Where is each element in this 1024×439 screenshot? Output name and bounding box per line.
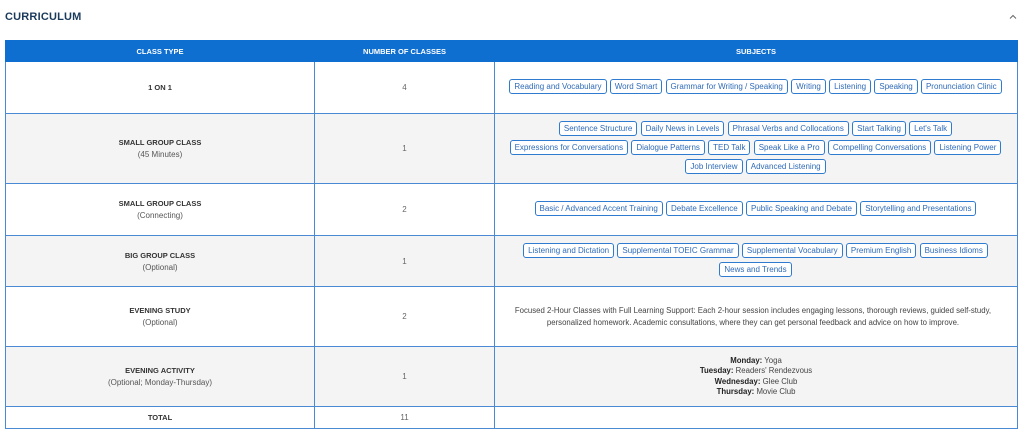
table-row <box>6 347 1018 407</box>
subjects-cell <box>495 184 1018 236</box>
table-row <box>6 184 1018 236</box>
class-type-sublabel: (Optional) <box>142 262 178 272</box>
subject-tag[interactable]: Sentence Structure <box>559 121 637 136</box>
activity-name: Glee Club <box>762 376 798 386</box>
subject-tag[interactable]: Supplemental Vocabulary <box>742 243 843 258</box>
class-count-cell <box>315 114 495 184</box>
class-count: 2 <box>402 205 407 214</box>
activity-day: Monday: <box>730 355 763 365</box>
class-count-cell <box>315 236 495 287</box>
table-total-row <box>6 407 1018 429</box>
activity-item <box>503 387 1009 398</box>
table-row <box>6 236 1018 287</box>
activity-item <box>503 356 1009 367</box>
class-type-cell <box>6 236 315 287</box>
subjects-cell <box>495 347 1018 407</box>
subject-tag[interactable]: Phrasal Verbs and Collocations <box>728 121 849 136</box>
class-type-label: BIG GROUP CLASS <box>124 250 196 260</box>
subject-tag[interactable]: Start Talking <box>852 121 906 136</box>
table-row <box>6 287 1018 347</box>
subject-tag[interactable]: Expressions for Conversations <box>510 140 629 155</box>
subjects-cell <box>495 62 1018 114</box>
class-count: 4 <box>402 83 407 92</box>
total-empty-cell <box>495 407 1018 429</box>
total-label: TOTAL <box>147 413 173 422</box>
subject-tag[interactable]: Writing <box>791 79 826 94</box>
subject-tag[interactable]: Supplemental TOEIC Grammar <box>617 243 738 258</box>
class-type-label: EVENING STUDY <box>129 306 191 315</box>
subject-tag[interactable]: Dialogue Patterns <box>631 140 705 155</box>
subject-tag[interactable]: Business Idioms <box>920 243 988 258</box>
total-label-cell <box>6 407 315 429</box>
class-type-sublabel: (Optional; Monday-Thursday) <box>107 378 213 387</box>
table-header-row <box>6 41 1018 62</box>
header-number-of-classes: NUMBER OF CLASSES <box>315 41 495 62</box>
activity-name: Yoga <box>764 355 782 365</box>
class-count-cell <box>315 287 495 347</box>
subject-tag[interactable]: Grammar for Writing / Speaking <box>666 79 788 94</box>
subject-tag[interactable]: Daily News in Levels <box>641 121 725 136</box>
class-count: 1 <box>402 372 407 381</box>
subjects-cell <box>495 236 1018 287</box>
subjects-cell <box>495 114 1018 184</box>
class-count: 1 <box>402 256 407 266</box>
subject-tag[interactable]: Reading and Vocabulary <box>509 79 606 94</box>
total-count-cell <box>315 407 495 429</box>
subject-tag[interactable]: Advanced Listening <box>746 159 826 174</box>
activity-item <box>503 366 1009 377</box>
class-type-label: SMALL GROUP CLASS <box>118 199 202 208</box>
table-row <box>6 114 1018 184</box>
class-count-cell <box>315 347 495 407</box>
activity-day: Wednesday: <box>714 376 761 386</box>
curriculum-table <box>5 40 1018 429</box>
subject-tag[interactable]: Job Interview <box>685 159 742 174</box>
section-title: CURRICULUM <box>5 11 82 23</box>
subject-tag[interactable]: Listening and Dictation <box>523 243 614 258</box>
activity-item <box>503 377 1009 388</box>
subject-tag[interactable]: Basic / Advanced Accent Training <box>535 201 663 216</box>
header-subjects: SUBJECTS <box>495 41 1018 62</box>
table-row <box>6 62 1018 114</box>
class-type-cell <box>6 114 315 184</box>
subject-tag[interactable]: Pronunciation Clinic <box>921 79 1002 94</box>
class-count: 2 <box>402 312 407 321</box>
class-count-cell <box>315 62 495 114</box>
activity-name: Readers' Rendezvous <box>735 366 813 375</box>
chevron-up-icon[interactable] <box>1007 12 1019 22</box>
total-count: 11 <box>400 413 409 422</box>
activity-name: Movie Club <box>756 387 796 396</box>
class-type-label: SMALL GROUP CLASS <box>118 138 202 147</box>
class-type-cell <box>6 347 315 407</box>
class-type-cell <box>6 184 315 236</box>
subject-tag[interactable]: Storytelling and Presentations <box>860 201 976 216</box>
subject-tag[interactable]: Public Speaking and Debate <box>746 201 857 216</box>
subject-tag[interactable]: TED Talk <box>708 140 750 155</box>
class-type-label: EVENING ACTIVITY <box>125 366 195 375</box>
subject-tag[interactable]: News and Trends <box>719 262 791 277</box>
subject-tag[interactable]: Listening <box>829 79 871 94</box>
class-count-cell <box>315 184 495 236</box>
subject-tag[interactable]: Debate Excellence <box>666 201 743 216</box>
activity-day: Tuesday: <box>699 366 734 375</box>
subject-tag[interactable]: Word Smart <box>610 79 663 94</box>
subject-tag[interactable]: Speak Like a Pro <box>754 140 825 155</box>
class-type-sublabel: (Optional) <box>142 318 178 327</box>
subject-tag[interactable]: Let's Talk <box>909 121 952 136</box>
class-type-label: 1 ON 1 <box>148 83 172 92</box>
evening-study-description: Focused 2-Hour Classes with Full Learning Support: Each 2-hour session includes engaging lessons, thorough reviews, guided self-study, personalized homework. Academic consultations, where they can get personal feedback and advice on how to improve. <box>514 305 992 327</box>
class-type-cell <box>6 62 315 114</box>
curriculum-section-header <box>0 0 1024 36</box>
class-type-sublabel: (45 Minutes) <box>137 150 183 159</box>
subjects-cell <box>495 287 1018 347</box>
header-class-type: CLASS TYPE <box>6 41 315 62</box>
class-type-sublabel: (Connecting) <box>137 211 183 220</box>
activity-day: Thursday: <box>716 387 755 396</box>
subject-tag[interactable]: Compelling Conversations <box>828 140 931 155</box>
subject-tag[interactable]: Premium English <box>846 243 916 258</box>
subject-tag[interactable]: Listening Power <box>934 140 1001 155</box>
class-count: 1 <box>402 144 407 153</box>
subject-tag[interactable]: Speaking <box>874 79 917 94</box>
class-type-cell <box>6 287 315 347</box>
